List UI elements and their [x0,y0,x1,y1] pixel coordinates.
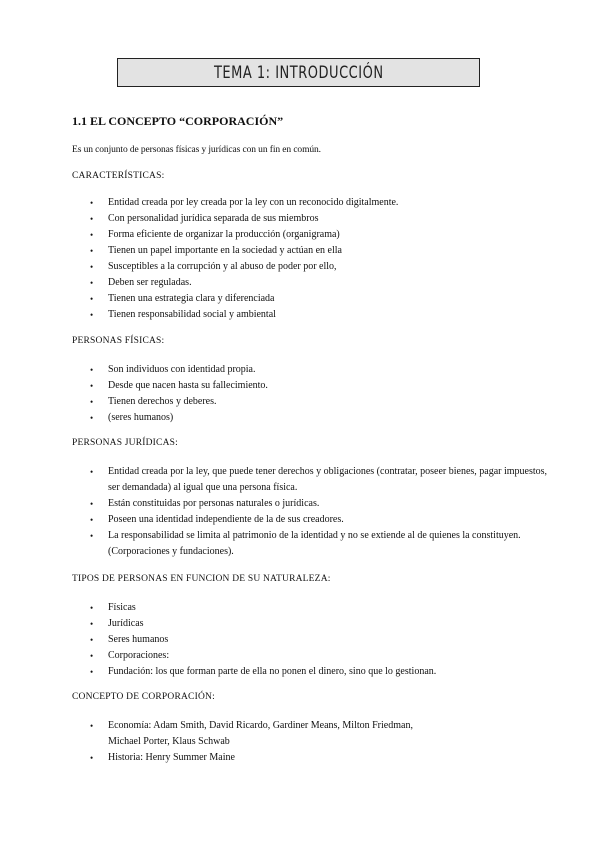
list-item: • Forma eficiente de organizar la producción (organigrama) [72,227,552,243]
list-item: • Están constituidas por personas naturales o jurídicas. [72,496,552,512]
list-item: • Seres humanos [72,632,552,648]
list-item: • Desde que nacen hasta su fallecimiento. [72,378,552,394]
list-item: • Jurídicas [72,616,552,632]
juridicas-list [72,464,552,560]
list-item: • Susceptibles a la corrupción y al abuso de poder por ello, [72,259,552,275]
list-item: • Historia: Henry Summer Maine [72,750,552,766]
list-item: • Tienen un papel importante en la sociedad y actúan en ella [72,243,552,259]
list-item: • Entidad creada por ley creada por la ley con un reconocido digitalmente. [72,195,552,211]
fisicas-label: PERSONAS FÍSICAS: [72,336,165,346]
list-item: • Tienen una estrategia clara y diferenciada [72,291,552,307]
list-item: • Físicas [72,600,552,616]
list-item: • Fundación: los que forman parte de ella no ponen el dinero, sino que lo gestionan. [72,664,552,680]
tipos-label: TIPOS DE PERSONAS EN FUNCION DE SU NATURALEZA: [72,574,331,584]
concepto-list [72,718,552,766]
list-item: • Entidad creada por la ley, que puede tener derechos y obligaciones (contratar, poseer bienes, pagar impuestos, ser demandada) al igual que una persona física. [72,464,552,496]
definition-text: Es un conjunto de personas físicas y jurídicas con un fin en común. [72,145,321,155]
list-item: • Economía: Adam Smith, David Ricardo, Gardiner Means, Milton Friedman, Michael Porter, Klaus Schwab [72,718,428,750]
concepto-label: CONCEPTO DE CORPORACIÓN: [72,692,215,702]
list-item: • Con personalidad jurídica separada de sus miembros [72,211,552,227]
section-heading: 1.1 EL CONCEPTO “CORPORACIÓN” [72,114,284,128]
tipos-list [72,600,552,680]
title-banner [117,58,480,87]
caracteristicas-list [72,195,552,323]
juridicas-label: PERSONAS JURÍDICAS: [72,438,178,448]
list-item: • Son individuos con identidad propia. [72,362,552,378]
list-item: • Corporaciones: [72,648,552,664]
list-item: • Tienen derechos y deberes. [72,394,552,410]
page-title: TEMA 1: INTRODUCCIÓN [213,62,384,83]
list-item: • (seres humanos) [72,410,552,426]
fisicas-list [72,362,552,426]
list-item: • Deben ser reguladas. [72,275,552,291]
list-item: • La responsabilidad se limita al patrimonio de la identidad y no se extiende al de quienes la constituyen. (Corporaciones y fundaciones). [72,528,552,560]
list-item: • Poseen una identidad independiente de la de sus creadores. [72,512,552,528]
list-item: • Tienen responsabilidad social y ambiental [72,307,552,323]
caracteristicas-label: CARACTERÍSTICAS: [72,171,165,181]
